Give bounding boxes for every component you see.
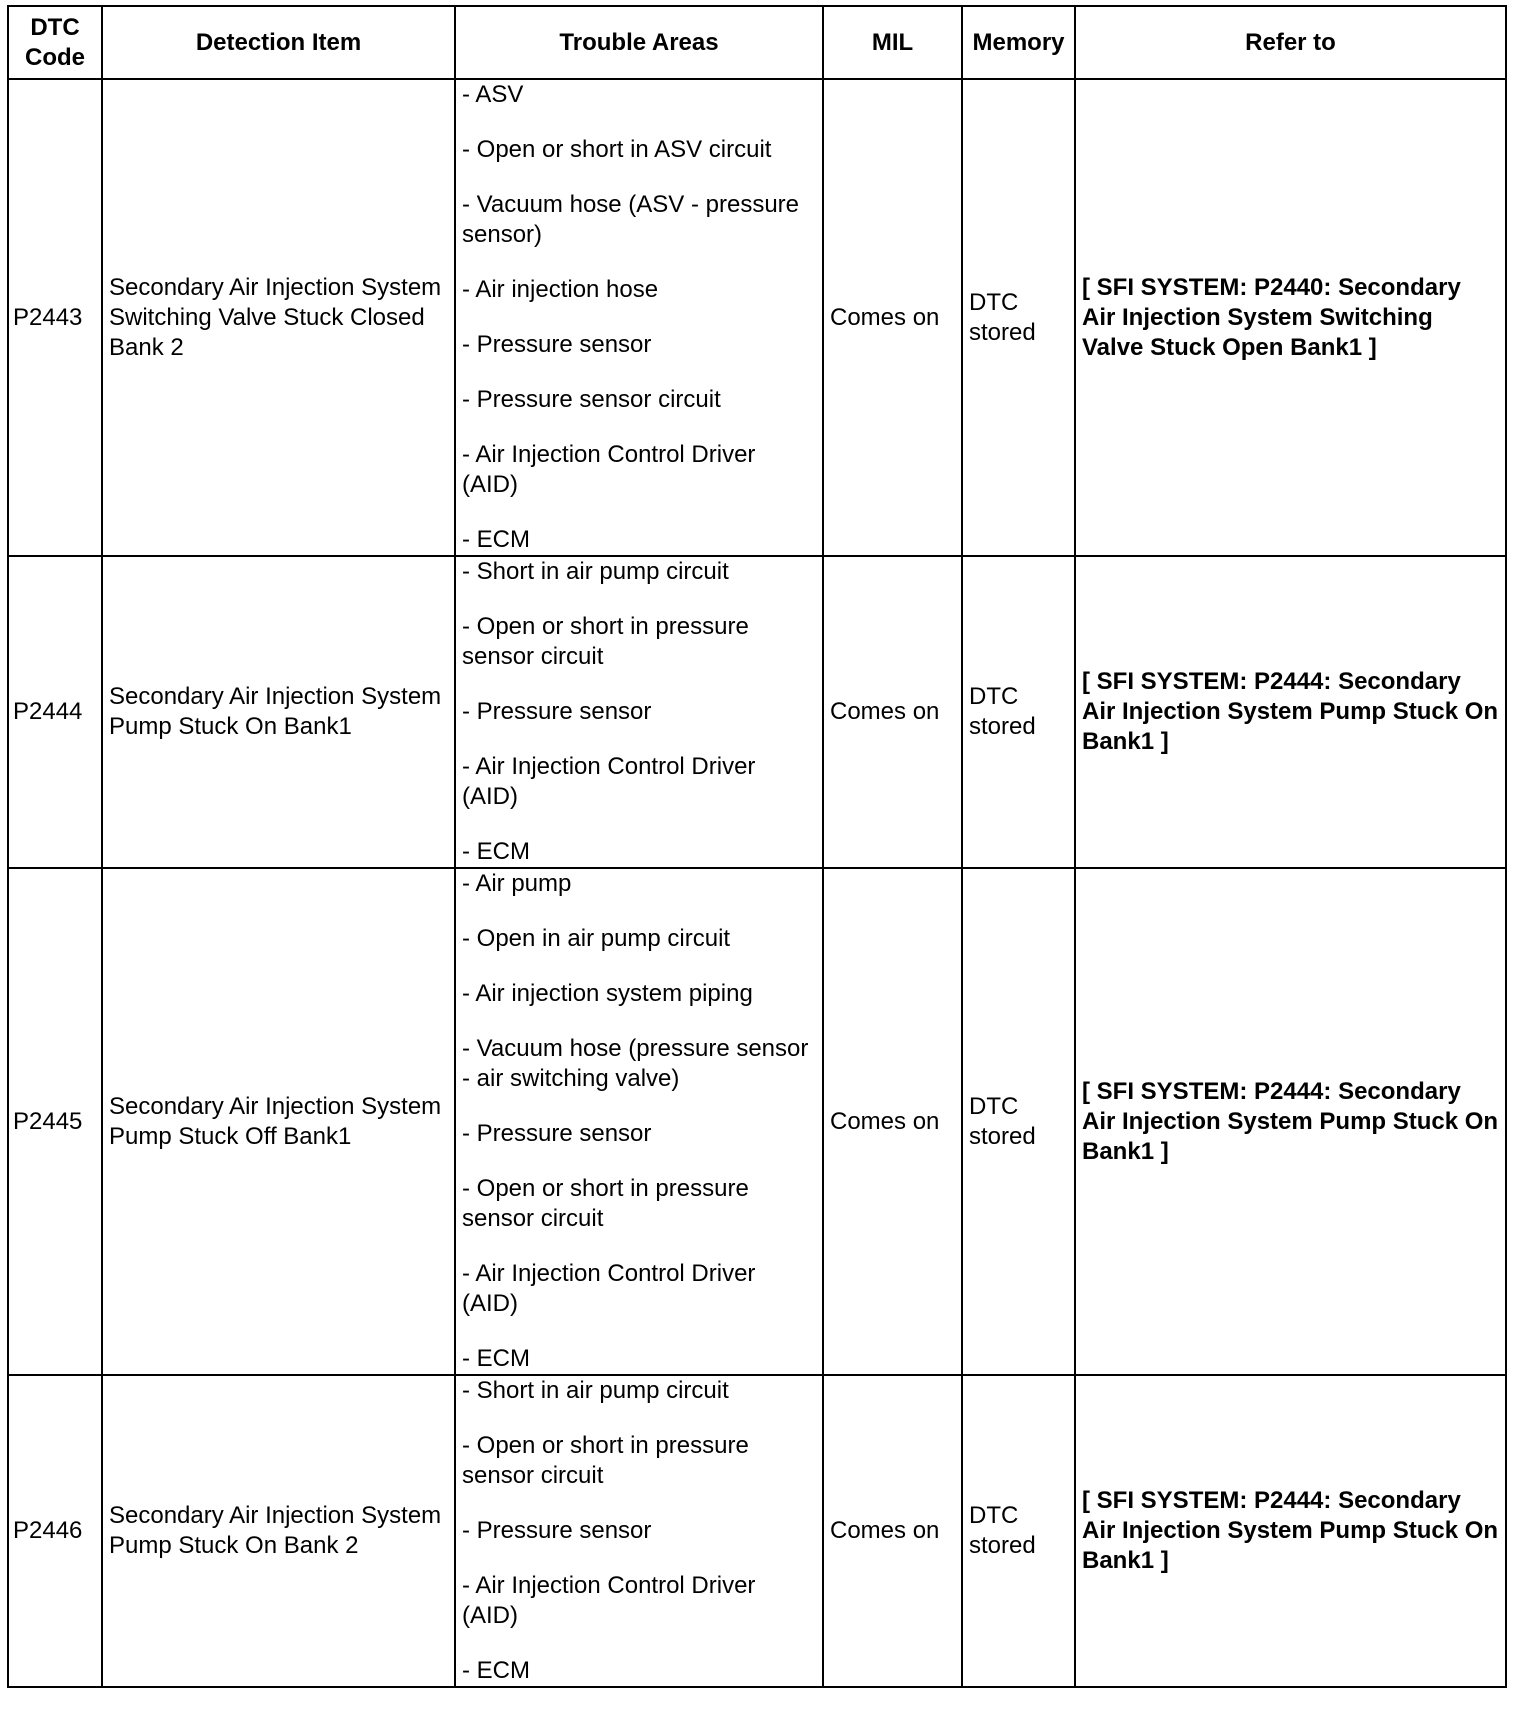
memory-cell: DTC stored [962, 868, 1075, 1375]
header-refer-to: Refer to [1075, 6, 1506, 79]
trouble-area-item: - Open in air pump circuit [462, 925, 731, 952]
trouble-areas-cell [455, 1375, 823, 1687]
trouble-area-item: - Open or short in pressure sensor circuit [462, 613, 749, 670]
trouble-area-item: - Open or short in ASV circuit [462, 136, 772, 163]
trouble-area-item: - ECM [462, 1657, 530, 1684]
dtc-code-cell: P2446 [8, 1375, 102, 1687]
trouble-area-item: - ASV [462, 81, 524, 108]
trouble-area-item: - Open or short in pressure sensor circuit [462, 1175, 749, 1232]
header-mil: MIL [823, 6, 962, 79]
table-row [8, 868, 1506, 1375]
mil-cell: Comes on [823, 1375, 962, 1687]
refer-to-link[interactable]: [ SFI SYSTEM: P2444: Secondary Air Injection System Pump Stuck On Bank1 ] [1075, 1375, 1506, 1687]
dtc-table [7, 5, 1507, 1688]
table-row [8, 1375, 1506, 1687]
dtc-code-cell: P2443 [8, 79, 102, 556]
trouble-area-item: - Pressure sensor [462, 1120, 652, 1147]
trouble-area-item: - Air pump [462, 870, 572, 897]
header-memory: Memory [962, 6, 1075, 79]
trouble-area-item: - Open or short in pressure sensor circuit [462, 1432, 749, 1489]
trouble-area-item: - Vacuum hose (ASV - pressure sensor) [462, 191, 800, 248]
memory-cell: DTC stored [962, 79, 1075, 556]
dtc-code-cell: P2444 [8, 556, 102, 868]
trouble-areas-cell [455, 868, 823, 1375]
mil-cell: Comes on [823, 868, 962, 1375]
detection-item-cell: Secondary Air Injection System Pump Stuck On Bank1 [102, 556, 455, 868]
trouble-area-item: - Air Injection Control Driver (AID) [462, 1260, 756, 1317]
table-row [8, 79, 1506, 556]
trouble-area-item: - ECM [462, 526, 530, 553]
trouble-area-item: - ECM [462, 838, 530, 865]
detection-item-cell: Secondary Air Injection System Pump Stuck On Bank 2 [102, 1375, 455, 1687]
memory-cell: DTC stored [962, 556, 1075, 868]
trouble-area-item: - Pressure sensor [462, 331, 652, 358]
memory-cell: DTC stored [962, 1375, 1075, 1687]
trouble-area-item: - Air Injection Control Driver (AID) [462, 441, 756, 498]
mil-cell: Comes on [823, 556, 962, 868]
header-dtc-code: DTC Code [8, 6, 102, 79]
trouble-area-item: - Air injection hose [462, 276, 659, 303]
refer-to-link[interactable]: [ SFI SYSTEM: P2440: Secondary Air Injection System Switching Valve Stuck Open Bank1 ] [1075, 79, 1506, 556]
table-row [8, 556, 1506, 868]
trouble-area-item: - Pressure sensor [462, 1517, 652, 1544]
header-row [8, 6, 1506, 79]
trouble-area-item: - Air injection system piping [462, 980, 753, 1007]
detection-item-cell: Secondary Air Injection System Pump Stuck Off Bank1 [102, 868, 455, 1375]
header-detection-item: Detection Item [102, 6, 455, 79]
detection-item-cell: Secondary Air Injection System Switching Valve Stuck Closed Bank 2 [102, 79, 455, 556]
trouble-area-item: - Short in air pump circuit [462, 1377, 729, 1404]
trouble-area-item: - Pressure sensor [462, 698, 652, 725]
trouble-area-item: - ECM [462, 1345, 530, 1372]
refer-to-link[interactable]: [ SFI SYSTEM: P2444: Secondary Air Injection System Pump Stuck On Bank1 ] [1075, 868, 1506, 1375]
trouble-area-item: - Short in air pump circuit [462, 558, 729, 585]
trouble-area-item: - Pressure sensor circuit [462, 386, 721, 413]
dtc-code-cell: P2445 [8, 868, 102, 1375]
header-trouble-areas: Trouble Areas [455, 6, 823, 79]
trouble-area-item: - Air Injection Control Driver (AID) [462, 1572, 756, 1629]
refer-to-link[interactable]: [ SFI SYSTEM: P2444: Secondary Air Injection System Pump Stuck On Bank1 ] [1075, 556, 1506, 868]
trouble-area-item: - Air Injection Control Driver (AID) [462, 753, 756, 810]
trouble-areas-cell [455, 556, 823, 868]
trouble-area-item: - Vacuum hose (pressure sensor - air switching valve) [462, 1035, 809, 1092]
trouble-areas-cell [455, 79, 823, 556]
mil-cell: Comes on [823, 79, 962, 556]
